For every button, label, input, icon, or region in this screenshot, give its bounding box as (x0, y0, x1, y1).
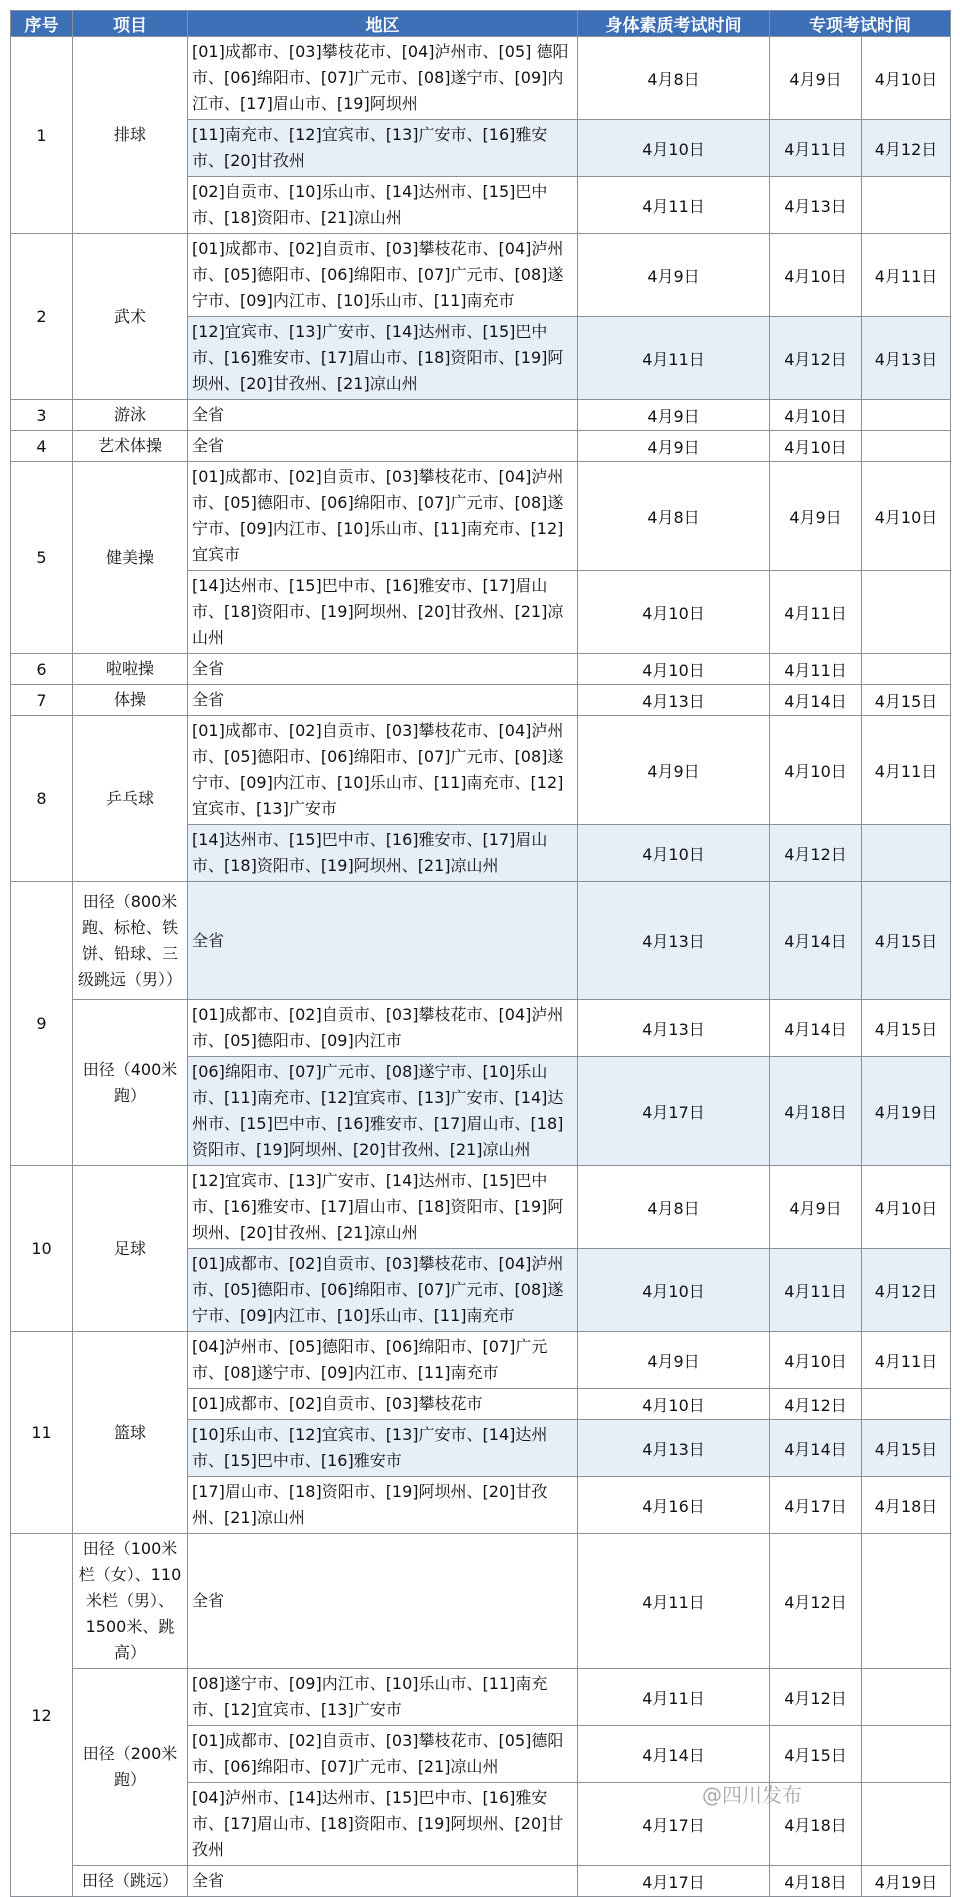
special-date-cell: 4月14日 (770, 882, 862, 1000)
seq-cell: 6 (11, 654, 73, 685)
special-date-cell: 4月13日 (862, 317, 951, 400)
region-cell: [06]绵阳市、[07]广元市、[08]遂宁市、[10]乐山市、[11]南充市、[12]宜宾市、[13]广安市、[14]达州市、[15]巴中市、[16]雅安市、[17]眉山市、[18]资阳市、[19]阿坝州、[20]甘孜州、[21]凉山州 (188, 1057, 578, 1166)
region-cell: 全省 (188, 400, 578, 431)
fitness-date-cell: 4月11日 (578, 177, 770, 234)
region-cell: [01]成都市、[02]自贡市、[03]攀枝花市、[04]泸州市、[05]德阳市、[09]内江市 (188, 1000, 578, 1057)
region-cell: [01]成都市、[02]自贡市、[03]攀枝花市、[04]泸州市、[05]德阳市、[06]绵阳市、[07]广元市、[08]遂宁市、[09]内江市、[10]乐山市、[11]南充市 (188, 1249, 578, 1332)
region-cell: [02]自贡市、[10]乐山市、[14]达州市、[15]巴中市、[18]资阳市、[21]凉山州 (188, 177, 578, 234)
exam-schedule-table (10, 10, 951, 1897)
fitness-date-cell: 4月8日 (578, 37, 770, 120)
fitness-date-cell: 4月9日 (578, 716, 770, 825)
special-date-cell: 4月11日 (770, 654, 862, 685)
header-region: 地区 (188, 11, 578, 37)
special-date-cell: 4月15日 (862, 1420, 951, 1477)
header-row (11, 11, 951, 37)
table-row (11, 1166, 951, 1249)
region-cell: [04]泸州市、[14]达州市、[15]巴中市、[16]雅安市、[17]眉山市、[18]资阳市、[19]阿坝州、[20]甘孜州 (188, 1783, 578, 1866)
seq-cell: 7 (11, 685, 73, 716)
special-date-cell: 4月18日 (862, 1477, 951, 1534)
special-date-cell: 4月10日 (770, 716, 862, 825)
special-date-cell: 4月11日 (862, 716, 951, 825)
seq-cell: 8 (11, 716, 73, 882)
item-cell: 武术 (73, 234, 188, 400)
region-cell: [12]宜宾市、[13]广安市、[14]达州市、[15]巴中市、[16]雅安市、[17]眉山市、[18]资阳市、[19]阿坝州、[20]甘孜州、[21]凉山州 (188, 317, 578, 400)
item-cell: 游泳 (73, 400, 188, 431)
special-date-cell: 4月11日 (770, 1249, 862, 1332)
region-cell: 全省 (188, 1534, 578, 1669)
fitness-date-cell: 4月17日 (578, 1057, 770, 1166)
special-date-cell: 4月19日 (862, 1866, 951, 1897)
special-date-cell (862, 177, 951, 234)
special-date-cell: 4月14日 (770, 685, 862, 716)
special-date-cell: 4月11日 (862, 1332, 951, 1389)
special-date-cell: 4月17日 (770, 1477, 862, 1534)
table-row (11, 234, 951, 317)
region-cell: [01]成都市、[02]自贡市、[03]攀枝花市、[05]德阳市、[06]绵阳市、[07]广元市、[21]凉山州 (188, 1726, 578, 1783)
seq-cell: 3 (11, 400, 73, 431)
table-row (11, 37, 951, 120)
special-date-cell (862, 825, 951, 882)
table-row (11, 1534, 951, 1669)
fitness-date-cell: 4月13日 (578, 1000, 770, 1057)
region-cell: [08]遂宁市、[09]内江市、[10]乐山市、[11]南充市、[12]宜宾市、[13]广安市 (188, 1669, 578, 1726)
special-date-cell: 4月12日 (770, 825, 862, 882)
special-date-cell: 4月18日 (770, 1866, 862, 1897)
fitness-date-cell: 4月14日 (578, 1726, 770, 1783)
special-date-cell: 4月10日 (770, 234, 862, 317)
table-body (11, 37, 951, 1897)
special-date-cell: 4月11日 (770, 571, 862, 654)
table-row (11, 1332, 951, 1389)
item-cell: 田径（200米跑） (73, 1669, 188, 1866)
region-cell: [14]达州市、[15]巴中市、[16]雅安市、[17]眉山市、[18]资阳市、[19]阿坝州、[21]凉山州 (188, 825, 578, 882)
table-row (11, 716, 951, 825)
region-cell: [14]达州市、[15]巴中市、[16]雅安市、[17]眉山市、[18]资阳市、[19]阿坝州、[20]甘孜州、[21]凉山州 (188, 571, 578, 654)
fitness-date-cell: 4月9日 (578, 234, 770, 317)
special-date-cell (862, 1726, 951, 1783)
seq-cell: 4 (11, 431, 73, 462)
region-cell: [17]眉山市、[18]资阳市、[19]阿坝州、[20]甘孜州、[21]凉山州 (188, 1477, 578, 1534)
table-row (11, 431, 951, 462)
special-date-cell: 4月15日 (770, 1726, 862, 1783)
special-date-cell: 4月9日 (770, 37, 862, 120)
item-cell: 田径（跳远） (73, 1866, 188, 1897)
item-cell: 田径（100米栏（女）、110米栏（男）、1500米、跳高） (73, 1534, 188, 1669)
region-cell: 全省 (188, 1866, 578, 1897)
special-date-cell: 4月15日 (862, 882, 951, 1000)
region-cell: [01]成都市、[03]攀枝花市、[04]泸州市、[05] 德阳市、[06]绵阳市、[07]广元市、[08]遂宁市、[09]内江市、[17]眉山市、[19]阿坝州 (188, 37, 578, 120)
region-cell: [01]成都市、[02]自贡市、[03]攀枝花市、[04]泸州市、[05]德阳市、[06]绵阳市、[07]广元市、[08]遂宁市、[09]内江市、[10]乐山市、[11]南充市、[12]宜宾市、[13]广安市 (188, 716, 578, 825)
special-date-cell: 4月12日 (770, 1389, 862, 1420)
region-cell: [01]成都市、[02]自贡市、[03]攀枝花市 (188, 1389, 578, 1420)
weibo-watermark: @四川发布 (702, 1783, 802, 1807)
fitness-date-cell: 4月17日 (578, 1866, 770, 1897)
fitness-date-cell: 4月10日 (578, 654, 770, 685)
fitness-date-cell: 4月13日 (578, 882, 770, 1000)
fitness-date-cell: 4月11日 (578, 1669, 770, 1726)
special-date-cell: 4月15日 (862, 1000, 951, 1057)
special-date-cell: 4月18日 (770, 1057, 862, 1166)
fitness-date-cell: 4月8日 (578, 462, 770, 571)
fitness-date-cell: 4月9日 (578, 431, 770, 462)
special-date-cell (862, 1389, 951, 1420)
item-cell: 健美操 (73, 462, 188, 654)
special-date-cell: 4月10日 (770, 1332, 862, 1389)
region-cell: [01]成都市、[02]自贡市、[03]攀枝花市、[04]泸州市、[05]德阳市、[06]绵阳市、[07]广元市、[08]遂宁市、[09]内江市、[10]乐山市、[11]南充市、[12]宜宾市 (188, 462, 578, 571)
item-cell: 艺术体操 (73, 431, 188, 462)
special-date-cell: 4月18日 (770, 1783, 862, 1866)
table-row (11, 1669, 951, 1726)
special-date-cell: 4月10日 (770, 400, 862, 431)
fitness-date-cell: 4月9日 (578, 400, 770, 431)
region-cell: 全省 (188, 654, 578, 685)
fitness-date-cell: 4月16日 (578, 1477, 770, 1534)
seq-cell: 5 (11, 462, 73, 654)
special-date-cell: 4月12日 (770, 1534, 862, 1669)
table-row (11, 685, 951, 716)
header-seq: 序号 (11, 11, 73, 37)
item-cell: 啦啦操 (73, 654, 188, 685)
fitness-date-cell: 4月10日 (578, 825, 770, 882)
fitness-date-cell: 4月9日 (578, 1332, 770, 1389)
region-cell: [01]成都市、[02]自贡市、[03]攀枝花市、[04]泸州市、[05]德阳市、[06]绵阳市、[07]广元市、[08]遂宁市、[09]内江市、[10]乐山市、[11]南充市 (188, 234, 578, 317)
fitness-date-cell: 4月8日 (578, 1166, 770, 1249)
special-date-cell: 4月19日 (862, 1057, 951, 1166)
fitness-date-cell: 4月13日 (578, 685, 770, 716)
special-date-cell: 4月14日 (770, 1000, 862, 1057)
fitness-date-cell: 4月17日 (578, 1783, 770, 1866)
special-date-cell: 4月10日 (862, 1166, 951, 1249)
region-cell: [10]乐山市、[12]宜宾市、[13]广安市、[14]达州市、[15]巴中市、[16]雅安市 (188, 1420, 578, 1477)
seq-cell: 10 (11, 1166, 73, 1332)
table-row (11, 1866, 951, 1897)
special-date-cell: 4月12日 (862, 120, 951, 177)
special-date-cell: 4月9日 (770, 1166, 862, 1249)
header-special-date: 专项考试时间 (770, 11, 951, 37)
special-date-cell: 4月12日 (770, 1669, 862, 1726)
special-date-cell: 4月14日 (770, 1420, 862, 1477)
special-date-cell (862, 654, 951, 685)
special-date-cell: 4月15日 (862, 685, 951, 716)
special-date-cell: 4月9日 (770, 462, 862, 571)
item-cell: 乒乓球 (73, 716, 188, 882)
region-cell: 全省 (188, 431, 578, 462)
special-date-cell: 4月13日 (770, 177, 862, 234)
fitness-date-cell: 4月13日 (578, 1420, 770, 1477)
special-date-cell: 4月11日 (862, 234, 951, 317)
fitness-date-cell: 4月11日 (578, 317, 770, 400)
region-cell: [11]南充市、[12]宜宾市、[13]广安市、[16]雅安市、[20]甘孜州 (188, 120, 578, 177)
special-date-cell (862, 431, 951, 462)
special-date-cell (862, 400, 951, 431)
region-cell: 全省 (188, 882, 578, 1000)
special-date-cell: 4月12日 (862, 1249, 951, 1332)
table-row (11, 1000, 951, 1057)
item-cell: 篮球 (73, 1332, 188, 1534)
seq-cell: 11 (11, 1332, 73, 1534)
fitness-date-cell: 4月10日 (578, 1389, 770, 1420)
special-date-cell: 4月11日 (770, 120, 862, 177)
item-cell: 排球 (73, 37, 188, 234)
special-date-cell (862, 1669, 951, 1726)
header-item: 项目 (73, 11, 188, 37)
seq-cell: 9 (11, 882, 73, 1166)
seq-cell: 2 (11, 234, 73, 400)
item-cell: 体操 (73, 685, 188, 716)
item-cell: 田径（800米跑、标枪、铁饼、铅球、三级跳远（男）） (73, 882, 188, 1000)
table-row (11, 654, 951, 685)
header-fitness-date: 身体素质考试时间 (578, 11, 770, 37)
region-cell: [04]泸州市、[05]德阳市、[06]绵阳市、[07]广元市、[08]遂宁市、[09]内江市、[11]南充市 (188, 1332, 578, 1389)
table-row (11, 400, 951, 431)
fitness-date-cell: 4月10日 (578, 571, 770, 654)
special-date-cell: 4月10日 (770, 431, 862, 462)
region-cell: [12]宜宾市、[13]广安市、[14]达州市、[15]巴中市、[16]雅安市、[17]眉山市、[18]资阳市、[19]阿坝州、[20]甘孜州、[21]凉山州 (188, 1166, 578, 1249)
special-date-cell: 4月10日 (862, 37, 951, 120)
fitness-date-cell: 4月10日 (578, 120, 770, 177)
region-cell: 全省 (188, 685, 578, 716)
table-row (11, 882, 951, 1000)
seq-cell: 12 (11, 1534, 73, 1897)
fitness-date-cell: 4月11日 (578, 1534, 770, 1669)
special-date-cell (862, 1783, 951, 1866)
special-date-cell (862, 571, 951, 654)
special-date-cell: 4月10日 (862, 462, 951, 571)
item-cell: 田径（400米跑） (73, 1000, 188, 1166)
seq-cell: 1 (11, 37, 73, 234)
special-date-cell: 4月12日 (770, 317, 862, 400)
fitness-date-cell: 4月10日 (578, 1249, 770, 1332)
special-date-cell (862, 1534, 951, 1669)
item-cell: 足球 (73, 1166, 188, 1332)
table-row (11, 462, 951, 571)
